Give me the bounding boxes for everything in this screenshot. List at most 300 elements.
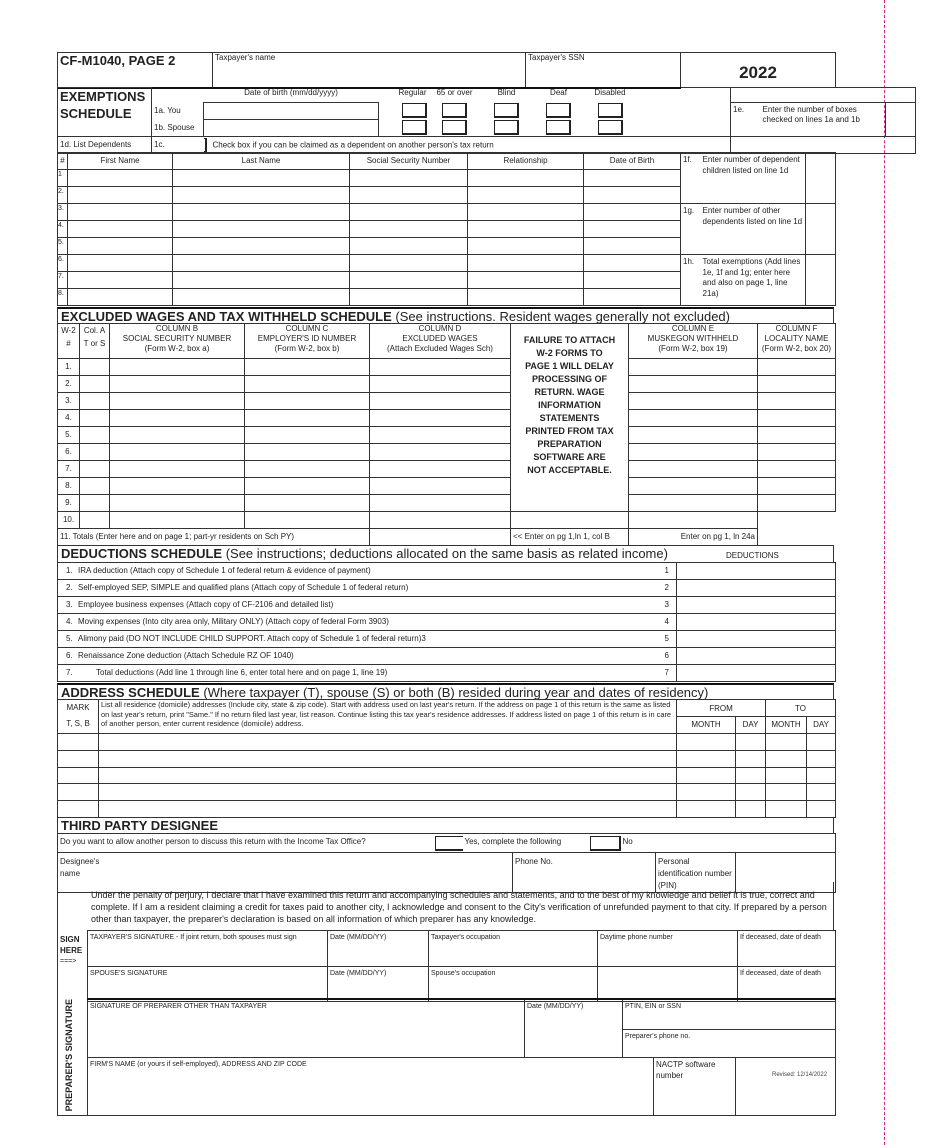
firm-name-field[interactable]	[88, 1057, 654, 1115]
w2-cell[interactable]	[80, 512, 110, 529]
w2-cell[interactable]	[245, 495, 370, 512]
dependent-cell[interactable]	[173, 204, 350, 221]
deduction-num: 5.	[66, 634, 73, 643]
spouse-date-field[interactable]	[328, 967, 429, 1002]
w2-cell[interactable]	[629, 410, 758, 427]
to-day-label: DAY	[807, 717, 836, 734]
deduction-text: Moving expenses (Into city area only, Military ONLY) (Attach copy of federal Form 3903)	[78, 617, 389, 626]
preparer-signature-field[interactable]	[88, 999, 525, 1057]
deduction-desc-cell	[58, 597, 677, 614]
deduction-line: 7	[664, 668, 669, 677]
w2-cell[interactable]	[758, 478, 836, 495]
address-instructions: List all residence (domicile) addresses (Include city, state & zip code). Start with address used on last year's return. If the address on page 1 of this return is the same as listed on last year's return, print "Same." If no return filed last year, list reason. Continue listing this tax year's residence addresses. If address listed on page 1 of this return is in care of another person, enter current residence (domicile) address.	[99, 700, 677, 734]
col-65-or-over: 65 or over	[436, 87, 473, 97]
side-line-text: Enter number of dependent children listed on line 1d	[701, 153, 806, 204]
w2-cell[interactable]	[80, 376, 110, 393]
deduction-num: 3.	[66, 600, 73, 609]
address-cell[interactable]	[807, 767, 836, 784]
w2-cell[interactable]	[245, 427, 370, 444]
header-line: COLUMN D	[418, 324, 462, 333]
ptin-field[interactable]	[623, 999, 836, 1029]
firm-name-label: FIRM'S NAME (or yours if self-employed), ADDRESS AND ZIP CODE	[90, 1060, 307, 1068]
address-cell[interactable]	[58, 734, 99, 751]
deduction-row	[58, 597, 836, 614]
w2-cell[interactable]	[245, 393, 370, 410]
address-cell[interactable]	[99, 750, 677, 767]
dependent-cell[interactable]	[350, 187, 468, 204]
dependent-cell[interactable]	[584, 238, 681, 255]
col-c-header	[245, 324, 370, 359]
col-num: #	[58, 153, 68, 170]
line-1a-label: 1a. You	[152, 103, 204, 120]
sign-label: SIGN	[60, 934, 80, 944]
deduction-text: Renaissance Zone deduction (Attach Schedule RZ OF 1040)	[78, 651, 294, 660]
header-line: MUSKEGON WITHHELD	[647, 334, 739, 343]
address-cell[interactable]	[99, 734, 677, 751]
w2-row-number: 8.	[58, 478, 80, 495]
deduction-desc-cell	[58, 648, 677, 665]
dependent-row-number: 7.	[58, 272, 68, 289]
nactp-label: NACTP software number	[654, 1057, 736, 1115]
side-line-input[interactable]	[806, 204, 836, 255]
from-day-label: DAY	[736, 717, 766, 734]
dependent-cell[interactable]	[584, 204, 681, 221]
header-line: SOCIAL SECURITY NUMBER	[122, 334, 232, 343]
spouse-deceased-label: If deceased, date of death	[740, 970, 821, 977]
address-cell[interactable]	[736, 801, 766, 818]
deduction-text: Total deductions (Add line 1 through line 6, enter total here and on page 1, line 19)	[96, 668, 388, 677]
mark-label: MARK	[66, 703, 90, 712]
w2-num-header	[58, 324, 80, 359]
taxpayer-ssn-label: Taxpayer's SSN	[528, 53, 585, 62]
w2-warning: FAILURE TO ATTACH W-2 FORMS TO PAGE 1 WILL DELAY PROCESSING OF RETURN. WAGE INFORMATION STATEMENTS PRINTED FROM TAX PREPARATION SOFTWARE ARE NOT ACCEPTABLE.	[511, 324, 629, 512]
w2-cell[interactable]	[629, 393, 758, 410]
w2-cell[interactable]	[511, 512, 629, 529]
dependent-cell[interactable]	[584, 187, 681, 204]
w2-cell[interactable]	[629, 512, 758, 529]
header-line: LOCALITY NAME	[764, 334, 829, 343]
w2-cell[interactable]	[245, 359, 370, 376]
daytime-phone-label: Daytime phone number	[600, 934, 673, 941]
dependent-cell[interactable]	[173, 238, 350, 255]
deduction-line: 5	[664, 634, 669, 643]
preparer-table	[57, 998, 836, 1116]
address-cell[interactable]	[807, 801, 836, 818]
address-cell[interactable]	[99, 767, 677, 784]
header-line: Col. A	[83, 326, 106, 335]
65-you-checkbox[interactable]	[442, 103, 467, 118]
w2-cell[interactable]	[370, 461, 511, 478]
dob-spouse-input[interactable]	[204, 120, 379, 137]
w2-cell[interactable]	[370, 410, 511, 427]
taxpayer-occupation-field[interactable]	[429, 931, 598, 967]
taxpayer-signature-label: TAXPAYER'S SIGNATURE - If joint return, both spouses must sign	[90, 934, 297, 941]
designee-heading	[57, 817, 834, 833]
w2-cell[interactable]	[629, 444, 758, 461]
form-header	[57, 52, 836, 89]
dependent-cell[interactable]	[350, 170, 468, 187]
w2-cell[interactable]	[110, 478, 245, 495]
deduction-amount-input[interactable]	[677, 580, 836, 597]
preparer-date-field[interactable]	[525, 999, 623, 1057]
dependent-cell[interactable]	[584, 255, 681, 272]
address-cell[interactable]	[766, 734, 807, 751]
w2-cell[interactable]	[758, 427, 836, 444]
dependent-cell[interactable]	[468, 221, 584, 238]
w2-cell[interactable]	[110, 444, 245, 461]
w2-row	[58, 376, 836, 393]
dependent-cell[interactable]	[68, 221, 173, 238]
deduction-amount-input[interactable]	[677, 563, 836, 580]
deduction-amount-input[interactable]	[677, 597, 836, 614]
spouse-date-label: Date (MM/DD/YY)	[330, 970, 387, 977]
address-cell[interactable]	[58, 784, 99, 801]
w2-row	[58, 427, 836, 444]
address-cell[interactable]	[58, 750, 99, 767]
form-id: CF-M1040, PAGE 2	[58, 53, 213, 88]
w2-cell[interactable]	[110, 512, 245, 529]
w2-cell[interactable]	[370, 478, 511, 495]
cut-line	[884, 0, 885, 1145]
w2-cell[interactable]	[80, 427, 110, 444]
side-line-input[interactable]	[806, 153, 836, 204]
col-blind: Blind	[497, 87, 516, 97]
w2-row	[58, 444, 836, 461]
w2-row-number: 1.	[58, 359, 80, 376]
deductions-heading	[57, 545, 834, 562]
designee-pin-label: Personal identification number (PIN)	[656, 853, 736, 893]
side-line-num: 1h.	[681, 255, 701, 306]
side-line-num: 1f.	[681, 153, 701, 204]
w2-row	[58, 410, 836, 427]
w2-cell[interactable]	[80, 359, 110, 376]
designee-no-checkbox[interactable]	[590, 836, 621, 851]
blind-spouse-checkbox[interactable]	[494, 120, 519, 135]
to-label: TO	[766, 700, 836, 717]
blind-you-checkbox[interactable]	[494, 103, 519, 118]
dependent-cell[interactable]	[468, 204, 584, 221]
preparer-phone-label: Preparer's phone no.	[625, 1032, 691, 1040]
w2-cell[interactable]	[370, 393, 511, 410]
dependent-cell[interactable]	[68, 255, 173, 272]
exemptions-title: EXEMPTIONS	[60, 89, 146, 104]
w2-cell[interactable]	[629, 359, 758, 376]
w2-cell[interactable]	[110, 376, 245, 393]
w2-cell[interactable]	[758, 444, 836, 461]
designee-no-label: No	[621, 834, 836, 853]
wages-table	[57, 323, 836, 546]
wages-heading	[57, 307, 834, 323]
tax-year: 2022	[681, 53, 836, 88]
address-cell[interactable]	[736, 784, 766, 801]
address-cell[interactable]	[766, 767, 807, 784]
deduction-amount-input[interactable]	[677, 614, 836, 631]
address-cell[interactable]	[677, 734, 736, 751]
spouse-phone-field[interactable]	[598, 967, 738, 1002]
dependent-cell[interactable]	[173, 272, 350, 289]
line-1e-num: 1e.	[731, 103, 761, 137]
spouse-deceased-field[interactable]	[738, 967, 836, 1002]
dependent-cell[interactable]	[468, 238, 584, 255]
dependent-cell[interactable]	[173, 170, 350, 187]
revised-date: Revised: 12/14/2022	[772, 1072, 828, 1078]
spouse-occupation-field[interactable]	[429, 967, 598, 1002]
dependent-check-text: Check box if you can be claimed as a dependent on another person's tax return	[212, 140, 494, 150]
w2-cell[interactable]	[245, 512, 370, 529]
dependent-cell[interactable]	[68, 187, 173, 204]
w2-cell[interactable]	[370, 427, 511, 444]
taxpayer-ssn-field[interactable]	[526, 53, 681, 88]
w2-cell[interactable]	[110, 495, 245, 512]
w2-cell[interactable]	[245, 478, 370, 495]
col-b-header	[110, 324, 245, 359]
deduction-num: 2.	[66, 583, 73, 592]
address-cell[interactable]	[807, 734, 836, 751]
w2-cell[interactable]	[245, 444, 370, 461]
ptin-label: PTIN, EIN or SSN	[625, 1003, 682, 1010]
designee-question: Do you want to allow another person to discuss this return with the Income Tax Office?	[58, 834, 433, 853]
w2-cell[interactable]	[758, 393, 836, 410]
w2-row	[58, 461, 836, 478]
address-row	[58, 784, 836, 801]
nactp-input[interactable]	[736, 1057, 836, 1115]
disabled-you-checkbox[interactable]	[598, 103, 623, 118]
wages-title: EXCLUDED WAGES AND TAX WITHHELD SCHEDULE	[61, 309, 392, 324]
address-cell[interactable]	[766, 750, 807, 767]
dependent-cell[interactable]	[584, 170, 681, 187]
deduction-text: Alimony paid (DO NOT INCLUDE CHILD SUPPORT. Attach copy of Schedule 1 of federal return)3	[78, 634, 426, 643]
dependent-cell[interactable]	[68, 204, 173, 221]
totals-label: 11. Totals (Enter here and on page 1; part-yr residents on Sch PY)	[58, 529, 370, 546]
dependent-cell[interactable]	[350, 238, 468, 255]
dependent-cell[interactable]	[68, 238, 173, 255]
deduction-amount-input[interactable]	[677, 648, 836, 665]
address-cell[interactable]	[99, 784, 677, 801]
deduction-amount-input[interactable]	[677, 631, 836, 648]
dependent-cell[interactable]	[173, 187, 350, 204]
col-ssn: Social Security Number	[350, 153, 468, 170]
deduction-line: 1	[664, 566, 669, 575]
w2-cell[interactable]	[758, 410, 836, 427]
dependent-row-number: 6.	[58, 255, 68, 272]
preparer-phone-field[interactable]	[623, 1029, 836, 1057]
dependent-cell[interactable]	[350, 255, 468, 272]
address-row	[58, 801, 836, 818]
w2-cell[interactable]	[80, 410, 110, 427]
dependent-cell[interactable]	[350, 289, 468, 306]
regular-spouse-checkbox[interactable]	[402, 120, 427, 135]
dependent-cell[interactable]	[468, 255, 584, 272]
dependent-cell[interactable]	[173, 255, 350, 272]
address-row	[58, 767, 836, 784]
dependent-cell[interactable]	[468, 170, 584, 187]
taxpayer-name-label: Taxpayer's name	[215, 53, 276, 62]
w2-row	[58, 359, 836, 376]
address-cell[interactable]	[807, 784, 836, 801]
deduction-desc-cell	[58, 580, 677, 597]
taxpayer-deceased-field[interactable]	[738, 931, 836, 967]
schedule-title: SCHEDULE	[60, 106, 132, 121]
address-row	[58, 750, 836, 767]
w2-cell[interactable]	[110, 461, 245, 478]
address-cell[interactable]	[677, 801, 736, 818]
w2-cell[interactable]	[629, 461, 758, 478]
address-row	[58, 734, 836, 751]
w2-cell[interactable]	[758, 359, 836, 376]
address-cell[interactable]	[736, 734, 766, 751]
dob-label: Date of birth (mm/dd/yyyy)	[244, 87, 338, 97]
header-line: COLUMN F	[775, 324, 818, 333]
w2-cell[interactable]	[370, 376, 511, 393]
deaf-you-checkbox[interactable]	[546, 103, 571, 118]
deduction-row	[58, 631, 836, 648]
w2-cell[interactable]	[629, 427, 758, 444]
col-regular: Regular	[398, 87, 427, 97]
line-1e-input[interactable]	[886, 103, 916, 137]
regular-you-checkbox[interactable]	[402, 103, 427, 118]
taxpayer-deceased-label: If deceased, date of death	[740, 934, 821, 941]
col-last-name: Last Name	[173, 153, 350, 170]
address-cell[interactable]	[677, 767, 736, 784]
taxpayer-occupation-label: Taxpayer's occupation	[431, 934, 501, 941]
taxpayer-signature-field[interactable]	[88, 931, 328, 967]
taxpayer-name-field[interactable]	[213, 53, 526, 88]
w2-cell[interactable]	[629, 478, 758, 495]
dependent-row-number: 1	[58, 170, 68, 187]
wages-header-row	[58, 324, 836, 359]
signature-table	[57, 930, 836, 1002]
w2-row	[58, 478, 836, 495]
w2-cell[interactable]	[370, 359, 511, 376]
designee-yes-checkbox[interactable]	[435, 836, 463, 851]
dependent-cell[interactable]	[584, 289, 681, 306]
address-heading	[57, 683, 834, 699]
w2-cell[interactable]	[80, 478, 110, 495]
w2-row-number: 7.	[58, 461, 80, 478]
deduction-line: 4	[664, 617, 669, 626]
dependent-cell[interactable]	[350, 204, 468, 221]
col-f-header	[758, 324, 836, 359]
w2-cell[interactable]	[629, 376, 758, 393]
daytime-phone-field[interactable]	[598, 931, 738, 967]
65-spouse-checkbox[interactable]	[442, 120, 467, 135]
w2-cell[interactable]	[370, 444, 511, 461]
dependent-row	[58, 204, 836, 221]
address-cell[interactable]	[677, 750, 736, 767]
dependent-cell[interactable]	[584, 221, 681, 238]
w2-cell[interactable]	[80, 393, 110, 410]
w2-cell[interactable]	[245, 376, 370, 393]
preparer-side-label: PREPARER'S SIGNATURE	[64, 999, 74, 1112]
dependent-checkbox[interactable]	[204, 138, 207, 153]
deduction-row	[58, 580, 836, 597]
w2-row	[58, 495, 836, 512]
deduction-amount-input[interactable]	[677, 665, 836, 682]
spouse-signature-field[interactable]	[88, 967, 328, 1002]
address-cell[interactable]	[766, 801, 807, 818]
side-line-num: 1g.	[681, 204, 701, 255]
w2-cell[interactable]	[758, 461, 836, 478]
side-line-text: Enter number of other dependents listed on line 1d	[701, 204, 806, 255]
w2-cell[interactable]	[758, 376, 836, 393]
dob-you-input[interactable]	[204, 103, 379, 120]
side-line-input[interactable]	[806, 255, 836, 306]
deductions-col-label: DEDUCTIONS	[726, 551, 779, 560]
dependent-row-number: 4.	[58, 221, 68, 238]
deduction-desc-cell	[58, 563, 677, 580]
header-line: COLUMN B	[155, 324, 199, 333]
dependent-cell[interactable]	[468, 289, 584, 306]
dependent-cell[interactable]	[68, 289, 173, 306]
line-1b-label: 1b. Spouse	[152, 120, 204, 137]
deduction-num: 1.	[66, 566, 73, 575]
address-cell[interactable]	[766, 784, 807, 801]
perjury-declaration: Under the penalty of perjury, I declare that I have examined this return and accompanying schedules and statements, and to the best of my knowledge and belief it is true, correct and complete. If I am a resident claiming a credit for taxes paid to another city, I acknowledge and consent to the City's verification of unrefunded payment to that city. If prepared by a person other than taxpayer, the preparer's declaration is based on all information of which preparer has any knowledge.	[57, 882, 834, 931]
disabled-spouse-checkbox[interactable]	[598, 120, 623, 135]
dependent-cell[interactable]	[350, 221, 468, 238]
dependent-row-number: 8.	[58, 289, 68, 306]
address-cell[interactable]	[736, 767, 766, 784]
taxpayer-date-field[interactable]	[328, 931, 429, 967]
w2-cell[interactable]	[370, 512, 511, 529]
w2-row-number: 6.	[58, 444, 80, 461]
col-d-header	[370, 324, 511, 359]
w2-cell[interactable]	[110, 359, 245, 376]
dependent-cell[interactable]	[350, 272, 468, 289]
w2-cell[interactable]	[370, 495, 511, 512]
w2-cell[interactable]	[629, 495, 758, 512]
address-cell[interactable]	[677, 784, 736, 801]
dependent-cell[interactable]	[468, 272, 584, 289]
w2-cell[interactable]	[110, 393, 245, 410]
dependent-cell[interactable]	[468, 187, 584, 204]
dependent-cell[interactable]	[68, 272, 173, 289]
w2-cell[interactable]	[110, 427, 245, 444]
w2-cell[interactable]	[80, 461, 110, 478]
header-line: EXCLUDED WAGES	[402, 334, 478, 343]
w2-cell[interactable]	[758, 495, 836, 512]
dependents-table	[57, 152, 836, 306]
header-line: (Form W-2, box a)	[144, 344, 210, 353]
designee-phone-label: Phone No.	[515, 857, 553, 866]
dependent-cell[interactable]	[68, 170, 173, 187]
w2-cell[interactable]	[80, 444, 110, 461]
totals-excluded-wages[interactable]	[370, 529, 511, 546]
w2-cell[interactable]	[110, 410, 245, 427]
w2-row-number: 5.	[58, 427, 80, 444]
w2-cell[interactable]	[245, 410, 370, 427]
address-cell[interactable]	[807, 750, 836, 767]
deduction-line: 3	[664, 600, 669, 609]
w2-row-number: 4.	[58, 410, 80, 427]
deaf-spouse-checkbox[interactable]	[546, 120, 571, 135]
w2-cell[interactable]	[80, 495, 110, 512]
dependent-cell[interactable]	[173, 221, 350, 238]
address-cell[interactable]	[736, 750, 766, 767]
w2-cell[interactable]	[245, 461, 370, 478]
w2-row-number: 2.	[58, 376, 80, 393]
deduction-desc-cell	[58, 665, 677, 682]
address-cell[interactable]	[58, 801, 99, 818]
address-cell[interactable]	[99, 801, 677, 818]
dependent-cell[interactable]	[584, 272, 681, 289]
col-first-name: First Name	[68, 153, 173, 170]
dependent-row-number: 2.	[58, 187, 68, 204]
line-1d-label: 1d. List Dependents	[58, 137, 152, 154]
address-cell[interactable]	[58, 767, 99, 784]
deduction-row	[58, 648, 836, 665]
dependent-cell[interactable]	[173, 289, 350, 306]
